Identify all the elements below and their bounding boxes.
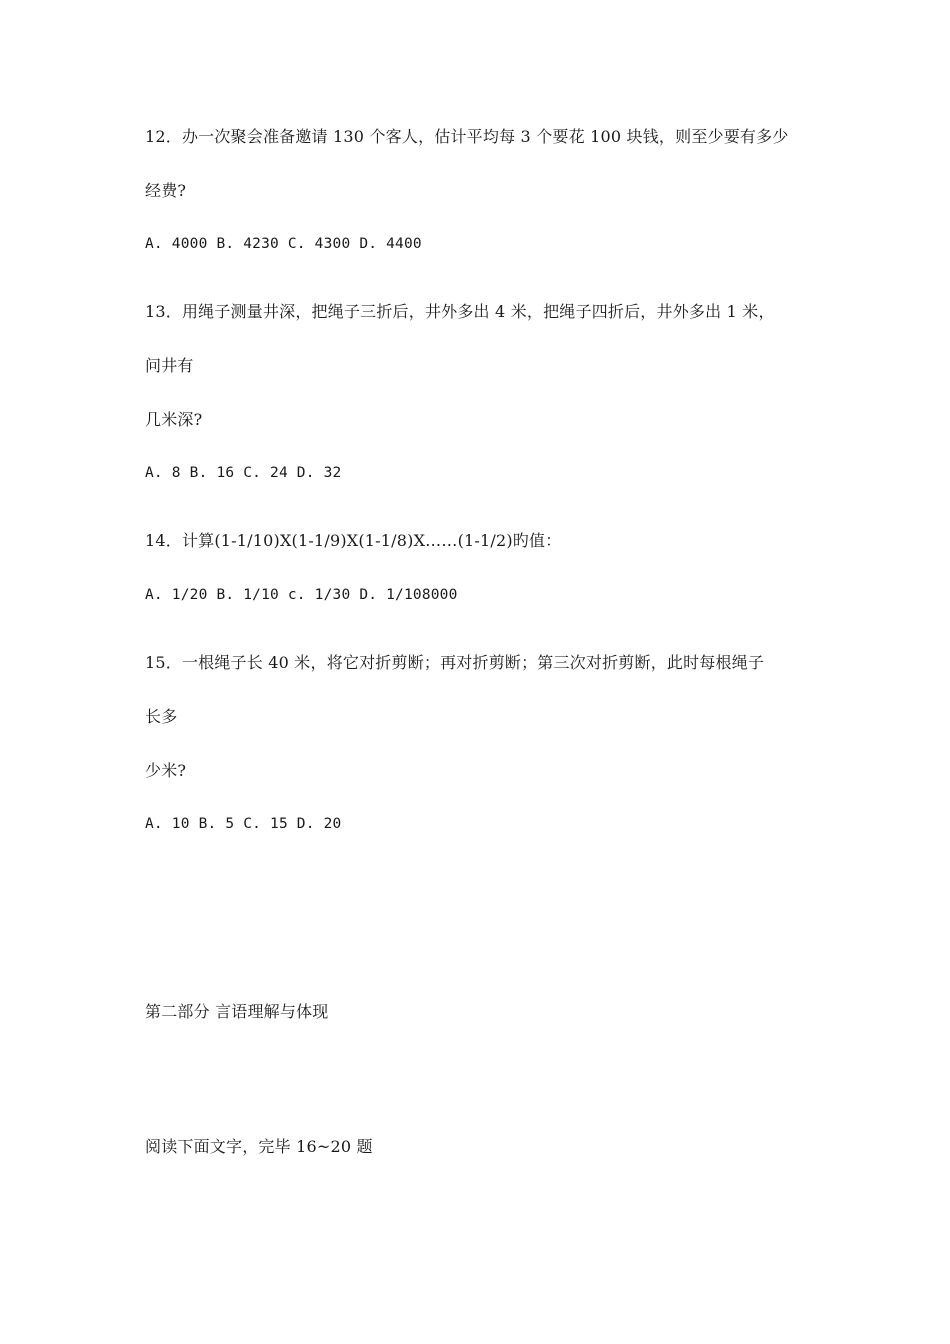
question-15-line-2: 长多 — [145, 707, 178, 726]
question-14-options: A. 1/20 B. 1/10 c. 1/30 D. 1/108000 — [145, 587, 458, 603]
question-13-options: A. 8 B. 16 C. 24 D. 32 — [145, 465, 342, 481]
question-12-options: A. 4000 B. 4230 C. 4300 D. 4400 — [145, 236, 422, 252]
section-heading: 第二部分 言语理解与体现 — [145, 1002, 329, 1021]
question-12-line-1: 12．办一次聚会准备邀请 130 个客人，估计平均每 3 个要花 100 块钱，则至少要有多少 — [145, 127, 789, 146]
reading-instruction: 阅读下面文字，完毕 16~20 题 — [145, 1137, 373, 1156]
question-12-line-2: 经费? — [145, 181, 187, 200]
question-15-options: A. 10 B. 5 C. 15 D. 20 — [145, 816, 342, 832]
question-15-line-1: 15．一根绳子长 40 米，将它对折剪断；再对折剪断；第三次对折剪断，此时每根绳子 — [145, 653, 765, 672]
question-15-line-3: 少米? — [145, 761, 187, 780]
question-13-line-3: 几米深? — [145, 410, 203, 429]
question-13-line-2: 问井有 — [145, 356, 194, 375]
question-14-line-1: 14．计算(1-1/10)X(1-1/9)X(1-1/8)X……(1-1/2)旳值： — [145, 531, 562, 550]
question-13-line-1: 13．用绳子测量井深，把绳子三折后，井外多出 4 米，把绳子四折后，井外多出 1 米， — [145, 302, 775, 321]
